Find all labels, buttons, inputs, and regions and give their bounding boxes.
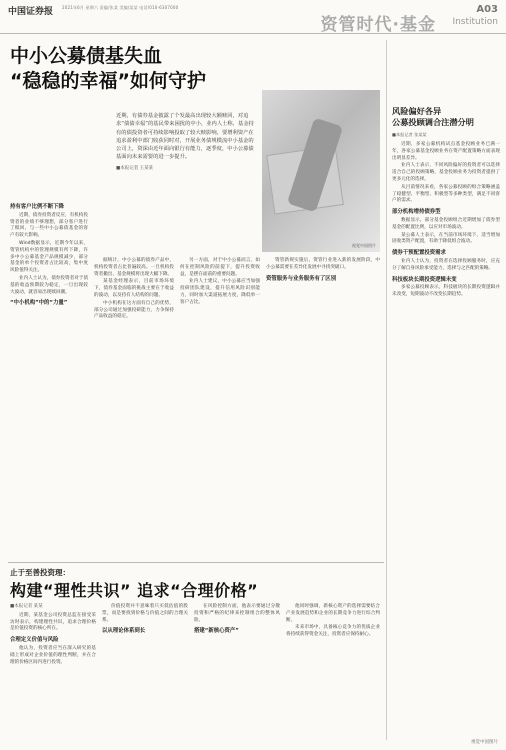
second-article-headline: 构建“理性共识” 追求“合理价格” (10, 581, 259, 600)
second-column-1 (10, 604, 96, 667)
paragraph: 价值投资并不意味着只买低估值的股票，而是要找到价格与价值之间的合理关系。 (102, 604, 188, 623)
article-divider (8, 562, 384, 563)
section-subtitle: Institution (452, 17, 498, 27)
paragraph: 从目前情况来看，各家公募投顾的组合策略涵盖了稳健型、平衡型、积极型等多种类型，满足不同客户的需求。 (392, 184, 500, 204)
article-column-3 (180, 258, 260, 308)
paragraph: 他认为，投资者应当在深入研究的基础上形成对企业价值的理性判断，并在合理的价格区间内进行投资。 (10, 645, 96, 665)
article-column-4 (266, 258, 380, 284)
paragraph: 他同时强调，新核心资产的选择需要结合产业发展趋势和企业的长期竞争力进行综合判断。 (286, 604, 380, 623)
paragraph: 另一方面，对于中小公募而言，如何在控制风险的前提下，提升投资收益，是摆在面前的重要问题。 (180, 258, 260, 277)
section-heading: 搭建“新核心资产” (194, 628, 239, 635)
side-subheading: 科技板块长期投资逻辑未变 (392, 276, 457, 283)
side-column (392, 142, 500, 300)
headline-line-2: “稳稳的幸福”如何守护 (10, 70, 206, 92)
section-heading: “中小机构”中的“力量” (10, 300, 68, 307)
paragraph: 在风险控制方面，他表示要通过分散投资和严格的纪律来控制组合的整体风险。 (194, 604, 280, 623)
paragraph: 资管新规实施后，资管行业进入新的发展阶段，中小公募需要在差异化发展中寻找突破口。 (266, 258, 380, 270)
paragraph: 中小机构在这方面有自己的优势，部分公司通过加强投研能力，力争保持产品收益的稳定。 (94, 300, 174, 320)
lead-text: 近期，有债券基金披露了个发最高出现较大额赎回，对追求“债债幸福”的基民带来困扰的中小，业内人士称，基金持有的债投资者可持续影响投取了较大赎影响，要增利资产在追求盈利中部门收获同时对，开展业务债规模流中小基金的公司上，资深由近年面向银行有能力，逐季度，中小公募债基面向未来需要的进一步提升。 (116, 113, 254, 161)
paragraph: Wind数据显示，近期今年以来，资管机构中的管理规模有所下降，许多中小公募基金产品规模减少，部分基金的单个投资者占比较高，集中度风险值得关注。 (10, 240, 88, 274)
second-article-tag: 止于至善投资理： (10, 568, 70, 577)
second-column-2 (102, 604, 188, 637)
header-meta: 2021年6月 星期六 责编/张某 美编/某某 电话/010-6307000 (62, 5, 179, 10)
paragraph: 未来市场中，具备核心竞争力的优质企业将持续获得资金关注，投资者应保持耐心。 (286, 625, 380, 638)
side-headline (392, 106, 502, 128)
paragraph: 据统计，中小公募的债券产品中，机构投资者占比普遍较高。一旦机构投资者撤出，基金规模将出现大幅下降。 (94, 258, 174, 277)
second-column-3 (194, 604, 280, 637)
lead-author: ■本报记者 王某某 (116, 165, 154, 171)
paragraph: 某基金经理表示，目前市场环境下，债券基金面临的挑战主要在于收益的波动，以及持有人结构的问题。 (94, 279, 174, 298)
photo-caption: 视觉中国图片 (352, 243, 376, 248)
article-column-2 (94, 258, 174, 322)
paragraph: 某公募人士表示，在当前市场环境下，适当增加固收类资产配置，有助于降低组合波动。 (392, 232, 500, 245)
second-column-4 (286, 604, 380, 640)
side-subheading: 债券干预配置投资需求 (392, 250, 446, 257)
section-heading: 资管服务与业务服务有了区别 (266, 275, 337, 282)
paragraph: 数据显示，部分基金投顾组合近期增加了债券型基金的配置比例，以应对市场波动。 (392, 217, 500, 230)
page-number: A03 (476, 4, 498, 15)
headline-line-1: 中小公募债基失血 (10, 45, 163, 67)
paragraph: 业内人士认为，投资者在选择投顾服务时，应充分了解自身风险承受能力，选择与之匹配的策略。 (392, 258, 500, 271)
column-divider (386, 40, 387, 740)
article-photo (262, 90, 380, 252)
paragraph: 业内人士表示，不同风险偏好的投资者可以选择适合自己的投顾策略，基金投顾业务为投资者提供了更多元化的选择。 (392, 163, 500, 182)
section-heading: 持有客户比例不断下降 (10, 204, 64, 210)
section-heading: 合理定义价值与风险 (10, 637, 59, 644)
article-column-1 (10, 200, 88, 309)
paragraph: 近期，某基金公司投资总监在接受采访时表示，构建理性共识，追求合理价格是价值投资的核心所在。 (10, 612, 96, 632)
page-header (0, 0, 506, 34)
paragraph: 业内人士认为，债券投资者对于债基的收益预期较为稳定，一旦出现较大波动，就容易出现赎回潮。 (10, 275, 88, 295)
paragraph: 多家公募投顾表示，科技板块的长期投资逻辑并未改变，短期波动不改变长期趋势。 (392, 285, 500, 298)
side-headline-line-2: 公募投顾调合注潜分明 (392, 117, 474, 127)
newspaper-name: 中国证券报 (8, 7, 54, 17)
main-headline (10, 44, 260, 94)
paragraph: 业内人士建议，中小公募应当加强投研团队建设，提升信用风险识别能力，同时加大渠道拓展力度，降低单一客户占比。 (180, 279, 260, 305)
second-author: ■本报记者 某某 (10, 604, 43, 609)
section-title: 资管时代·基金 (320, 15, 436, 35)
paragraph: 近期，债券投资者反应，有机构投资者的业绩不够理想，部分客户进行了赎回，与一些中小公募债基金的客户有较大影响。 (10, 212, 88, 239)
side-headline-line-1: 风险偏好各异 (392, 106, 442, 116)
paragraph: 近期，多家公募机构试点基金投顾业务已满一年，各家公募基金投顾业务在资产配置策略方面表现出明显差异。 (392, 142, 500, 161)
lead-paragraph (116, 112, 256, 173)
bottom-caption: 视觉中国图片 (471, 740, 498, 745)
side-subheading: 部分机构增持债券型 (392, 209, 441, 216)
section-heading: 以从理论体系到长 (102, 628, 146, 635)
side-author: ■本报记者 张某某 (392, 132, 427, 137)
